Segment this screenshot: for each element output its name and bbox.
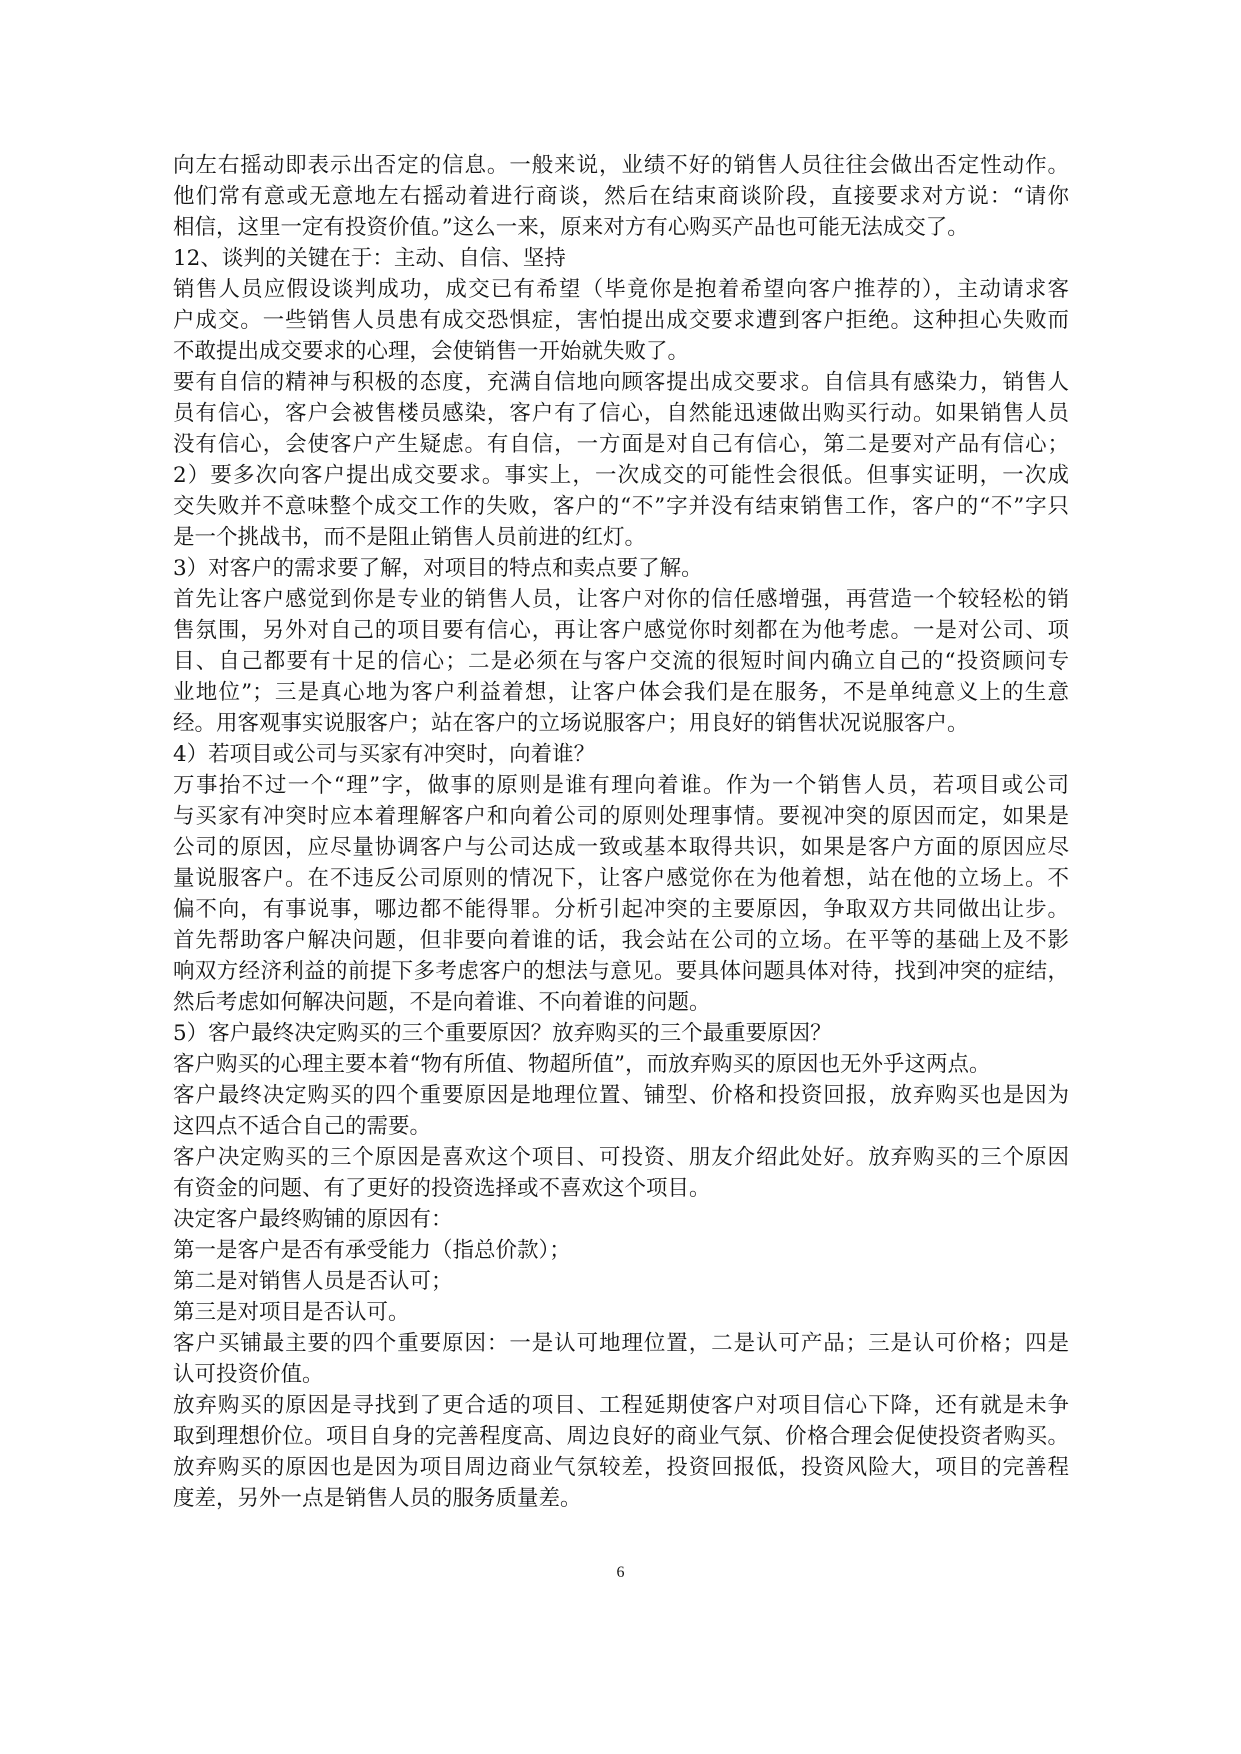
text-line: 售氛围，另外对自己的项目要有信心，再让客户感觉你时刻都在为他考虑。一是对公司、项: [173, 618, 1069, 643]
text-line: 客户购买的心理主要本着“物有所值、物超所值”，而放弃购买的原因也无外乎这两点。: [173, 1052, 991, 1077]
paragraph: [173, 1204, 1069, 1235]
text-line: 客户决定购买的三个原因是喜欢这个项目、可投资、朋友介绍此处好。放弃购买的三个原因: [173, 1145, 1069, 1170]
text-line: 2）要多次向客户提出成交要求。事实上，一次成交的可能性会很低。但事实证明，一次成: [173, 463, 1069, 488]
text-line: 要有自信的精神与积极的态度，充满自信地向顾客提出成交要求。自信具有感染力，销售人: [173, 370, 1069, 395]
text-line: 户成交。一些销售人员患有成交恐惧症，害怕提出成交要求遭到客户拒绝。这种担心失败而: [173, 308, 1069, 333]
text-line: 业地位”；三是真心地为客户利益着想，让客户体会我们是在服务，不是单纯意义上的生意: [173, 680, 1069, 705]
text-line: 取到理想价位。项目自身的完善程度高、周边良好的商业气氛、价格合理会促使投资者购买。: [173, 1424, 1069, 1449]
text-line: 首先帮助客户解决问题，但非要向着谁的话，我会站在公司的立场。在平等的基础上及不影: [173, 928, 1069, 953]
text-line: 放弃购买的原因是寻找到了更合适的项目、工程延期使客户对项目信心下降，还有就是未争: [173, 1393, 1069, 1418]
paragraph: [173, 1266, 1069, 1297]
text-line: 客户买铺最主要的四个重要原因：一是认可地理位置，二是认可产品；三是认可价格；四是: [173, 1331, 1069, 1356]
paragraph: [173, 1297, 1069, 1328]
text-line: 度差，另外一点是销售人员的服务质量差。: [173, 1486, 582, 1511]
text-line: 有资金的问题、有了更好的投资选择或不喜欢这个项目。: [173, 1176, 711, 1201]
text-line: 响双方经济利益的前提下多考虑客户的想法与意见。要具体问题具体对待，找到冲突的症结，: [173, 959, 1069, 984]
text-line: 然后考虑如何解决问题，不是向着谁、不向着谁的问题。: [173, 990, 711, 1015]
text-line: 3）对客户的需求要了解，对项目的特点和卖点要了解。: [173, 556, 703, 581]
text-line: 认可投资价值。: [173, 1362, 324, 1387]
page-number: 6: [616, 1564, 625, 1581]
paragraph: [173, 150, 1069, 243]
text-line: 偏不向，有事说事，哪边都不能得罪。分析引起冲突的主要原因，争取双方共同做出让步。: [173, 897, 1069, 922]
text-line: 与买家有冲突时应本着理解客户和向着公司的原则处理事情。要视冲突的原因而定，如果是: [173, 804, 1069, 829]
paragraph: [173, 553, 1069, 584]
text-line: 他们常有意或无意地左右摇动着进行商谈，然后在结束商谈阶段，直接要求对方说：“请你: [173, 184, 1069, 209]
text-line: 经。用客观事实说服客户；站在客户的立场说服客户；用良好的销售状况说服客户。: [173, 711, 969, 736]
text-line: 员有信心，客户会被售楼员感染，客户有了信心，自然能迅速做出购买行动。如果销售人员: [173, 401, 1069, 426]
text-line: 没有信心，会使客户产生疑虑。有自信，一方面是对自己有信心，第二是要对产品有信心；: [173, 432, 1069, 457]
paragraph: [173, 367, 1069, 553]
paragraph: [173, 1049, 1069, 1080]
text-line: 第二是对销售人员是否认可；: [173, 1269, 453, 1294]
text-line: 向左右摇动即表示出否定的信息。一般来说，业绩不好的销售人员往往会做出否定性动作。: [173, 153, 1069, 178]
text-line: 这四点不适合自己的需要。: [173, 1114, 432, 1139]
text-line: 交失败并不意味整个成交工作的失败，客户的“不”字并没有结束销售工作，客户的“不”字只: [173, 494, 1069, 519]
paragraph: [173, 1080, 1069, 1142]
text-line: 5）客户最终决定购买的三个重要原因？放弃购买的三个最重要原因？: [173, 1021, 832, 1046]
text-line: 第一是客户是否有承受能力（指总价款）；: [173, 1238, 571, 1263]
text-line: 4）若项目或公司与买家有冲突时，向着谁？: [173, 742, 596, 767]
text-line: 12、谈判的关键在于：主动、自信、坚持: [173, 246, 566, 271]
text-line: 第三是对项目是否认可。: [173, 1300, 410, 1325]
text-line: 公司的原因，应尽量协调客户与公司达成一致或基本取得共识，如果是客户方面的原因应尽: [173, 835, 1069, 860]
text-line: 销售人员应假设谈判成功，成交已有希望（毕竟你是抱着希望向客户推荐的），主动请求客: [173, 277, 1069, 302]
text-line: 是一个挑战书，而不是阻止销售人员前进的红灯。: [173, 525, 647, 550]
document-body: [173, 150, 1069, 1514]
text-line: 量说服客户。在不违反公司原则的情况下，让客户感觉你在为他着想，站在他的立场上。不: [173, 866, 1069, 891]
text-line: 不敢提出成交要求的心理，会使销售一开始就失败了。: [173, 339, 690, 364]
text-line: 放弃购买的原因也是因为项目周边商业气氛较差，投资回报低，投资风险大，项目的完善程: [173, 1455, 1069, 1480]
text-line: 客户最终决定购买的四个重要原因是地理位置、铺型、价格和投资回报，放弃购买也是因为: [173, 1083, 1069, 1108]
paragraph: [173, 1390, 1069, 1514]
text-line: 决定客户最终购铺的原因有：: [173, 1207, 453, 1232]
text-line: 万事抬不过一个“理”字，做事的原则是谁有理向着谁。作为一个销售人员，若项目或公司: [173, 773, 1069, 798]
paragraph: [173, 1328, 1069, 1390]
paragraph: [173, 739, 1069, 770]
paragraph: [173, 274, 1069, 367]
paragraph: [173, 1235, 1069, 1266]
paragraph: [173, 1018, 1069, 1049]
text-line: 相信，这里一定有投资价值。”这么一来，原来对方有心购买产品也可能无法成交了。: [173, 215, 969, 240]
paragraph: [173, 243, 1069, 274]
paragraph: [173, 584, 1069, 739]
paragraph: [173, 1142, 1069, 1204]
text-line: 目、自己都要有十足的信心；二是必须在与客户交流的很短时间内确立自己的“投资顾问专: [173, 649, 1069, 674]
text-line: 首先让客户感觉到你是专业的销售人员，让客户对你的信任感增强，再营造一个较轻松的销: [173, 587, 1069, 612]
paragraph: [173, 770, 1069, 1018]
